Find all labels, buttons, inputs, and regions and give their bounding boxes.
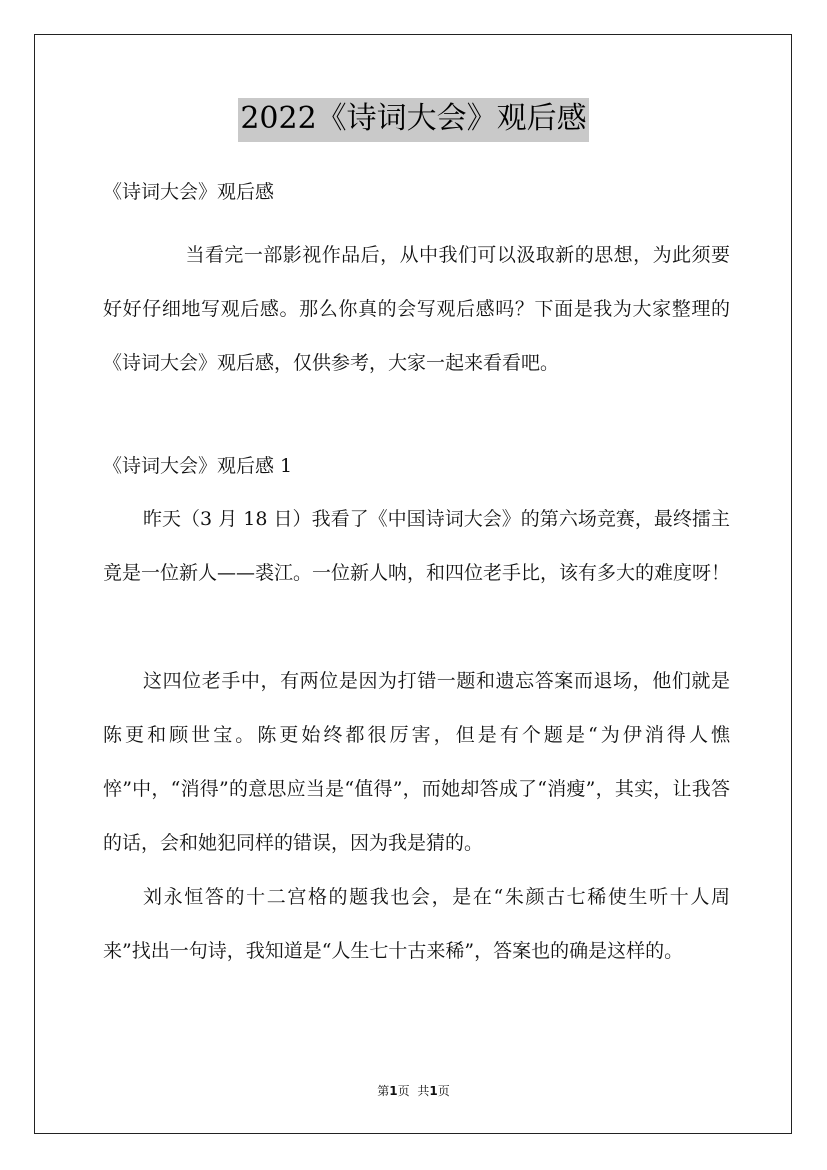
page-footer (0, 1082, 827, 1099)
document-subtitle: 《诗词大会》观后感 (103, 181, 275, 203)
title-container (0, 98, 827, 142)
intro-paragraph (103, 228, 730, 390)
body-paragraph-1: 昨天（3 月 18 日）我看了《中国诗词大会》的第六场竞赛，最终擂主竟是一位新人——裘江。一位新人呐，和四位老手比，该有多大的难度呀！ (103, 508, 731, 584)
body-paragraph-3: 刘永恒答的十二宫格的题我也会，是在“朱颜古七稀使生听十人周来”找出一句诗，我知道是“人生七十古来稀”，答案也的确是这样的。 (103, 886, 730, 962)
footer-total-prefix: 共 (417, 1084, 430, 1098)
footer-total-suffix: 页 (437, 1084, 450, 1098)
footer-total-pages: 1 (429, 1084, 438, 1098)
document-title: 2022《诗词大会》观后感 (238, 98, 588, 142)
intro-text: 当看完一部影视作品后，从中我们可以汲取新的思想，为此须要好好仔细地写观后感。那么你真的会写观后感吗？下面是我为大家整理的《诗词大会》观后感，仅供参考，大家一起来看看吧。 (103, 244, 730, 374)
body-paragraph-2: 这四位老手中，有两位是因为打错一题和遗忘答案而退场，他们就是陈更和顾世宝。陈更始终都很厉害，但是有个题是“为伊消得人憔悴”中，“消得”的意思应当是“值得”，而她却答成了“消瘦”，其实，让我答的话，会和她犯同样的错误，因为我是猜的。 (103, 670, 730, 854)
footer-page-suffix: 页 (397, 1084, 410, 1098)
footer-page-number: 1 (389, 1084, 398, 1098)
footer-page-prefix: 第 (377, 1084, 390, 1098)
section-heading: 《诗词大会》观后感 1 (103, 455, 293, 477)
